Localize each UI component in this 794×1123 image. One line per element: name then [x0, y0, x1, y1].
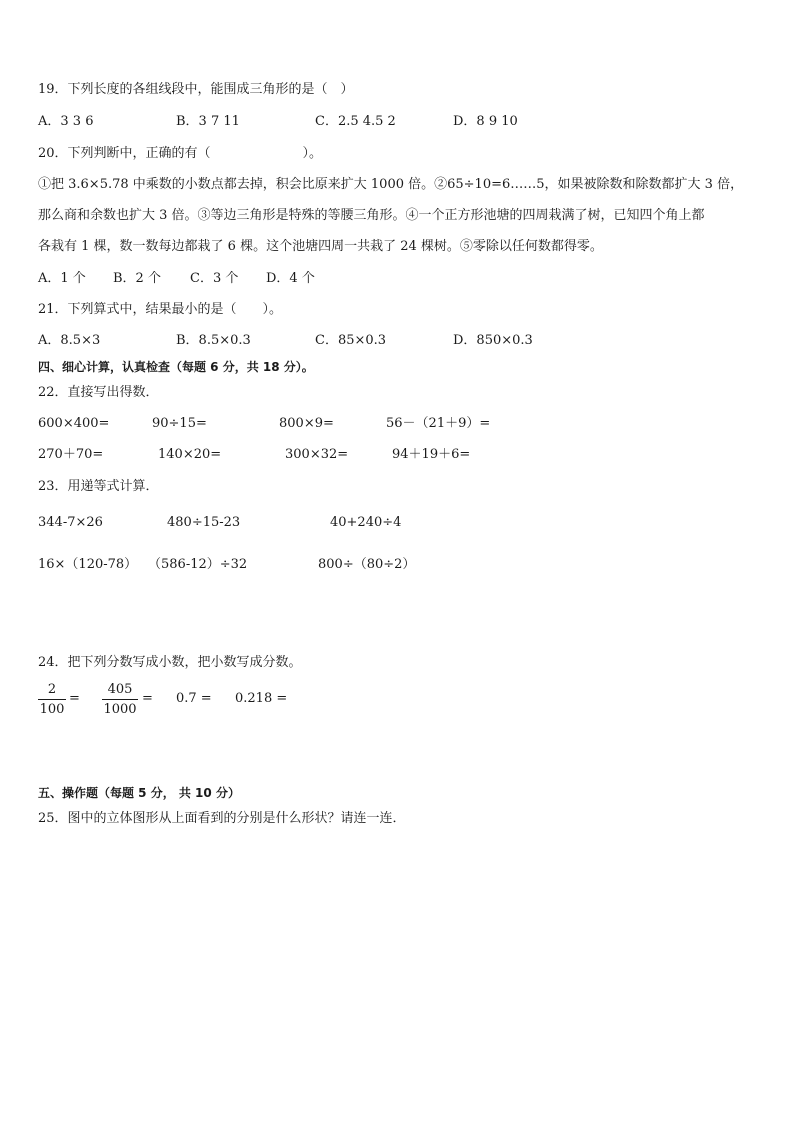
q23-item: 40+240÷4: [330, 515, 402, 530]
q19-option-c: C．2.5 4.5 2: [315, 114, 396, 129]
q23-item: 16×（120-78）: [38, 557, 138, 572]
q20-line-3: 各栽有 1 棵，数一数每边都栽了 6 棵。这个池塘四周一共栽了 24 棵树。⑤零除以任何数都得零。: [38, 239, 603, 254]
section-5-title: 五、操作题（每题 5 分， 共 10 分）: [38, 786, 240, 800]
q20-option-d: D．4 个: [266, 271, 315, 286]
q21-stem: 21．下列算式中，结果最小的是（ ）。: [38, 302, 283, 317]
q20-stem: [38, 145, 322, 163]
q22-item: 56－（21＋9）=: [386, 416, 491, 431]
q24-fraction-2-equals: =: [142, 691, 153, 706]
q19-stem: 19．下列长度的各组线段中，能围成三角形的是（ ）: [38, 82, 354, 97]
q22-item: 300×32=: [285, 447, 349, 462]
q24-fraction-2-denominator: 1000: [103, 702, 137, 717]
q24-fraction-1-equals: =: [69, 691, 80, 706]
q24-fraction-1-numerator: 2: [38, 681, 66, 700]
q19-option-d: D．8 9 10: [453, 114, 518, 129]
q24-decimal-2: 0.218 =: [235, 691, 288, 706]
q22-stem: 22．直接写出得数．: [38, 385, 159, 400]
q24-fraction-2-numerator: 405: [102, 681, 138, 700]
q22-item: 270＋70=: [38, 447, 104, 462]
q25-stem: 25．图中的立体图形从上面看到的分别是什么形状？请连一连．: [38, 811, 406, 826]
q23-item: 344-7×26: [38, 515, 103, 530]
q23-item: 480÷15-23: [167, 515, 241, 530]
q21-option-c: C．85×0.3: [315, 333, 387, 348]
q19-option-a: A．3 3 6: [38, 114, 94, 129]
q21-option-d: D．850×0.3: [453, 333, 533, 348]
q24-stem: 24．把下列分数写成小数，把小数写成分数。: [38, 655, 302, 670]
q22-item: 90÷15=: [152, 416, 207, 431]
q19-option-b: B．3 7 11: [176, 114, 240, 129]
q24-fraction-2: [102, 681, 138, 718]
q20-option-c: C．3 个: [190, 271, 239, 286]
q21-option-a: A．8.5×3: [38, 333, 101, 348]
q22-item: 600×400=: [38, 416, 110, 431]
q21-option-b: B．8.5×0.3: [176, 333, 251, 348]
q20-stem-post: ）。: [302, 146, 323, 161]
q20-stem-pre: 20．下列判断中，正确的有（: [38, 146, 211, 161]
q22-item: 800×9=: [279, 416, 334, 431]
q22-item: 94＋19＋6=: [392, 447, 471, 462]
q23-item: 800÷（80÷2）: [318, 557, 416, 572]
q23-stem: 23．用递等式计算．: [38, 479, 159, 494]
section-4-title: 四、细心计算，认真检查（每题 6 分，共 18 分）。: [38, 360, 314, 374]
q20-line-1: ①把 3.6×5.78 中乘数的小数点都去掉，积会比原来扩大 1000 倍。②65÷10=6……5，如果被除数和除数都扩大 3 倍，: [38, 177, 744, 192]
q20-option-a: A．1 个: [38, 271, 86, 286]
q20-line-2: 那么商和余数也扩大 3 倍。③等边三角形是特殊的等腰三角形。④一个正方形池塘的四周栽满了树，已知四个角上都: [38, 208, 705, 223]
q24-fraction-1: [38, 681, 66, 718]
q24-fraction-1-denominator: 100: [39, 702, 65, 717]
q24-decimal-1: 0.7 =: [176, 691, 212, 706]
q22-item: 140×20=: [158, 447, 222, 462]
q23-item: （586-12）÷32: [148, 557, 248, 572]
q20-option-b: B．2 个: [113, 271, 161, 286]
